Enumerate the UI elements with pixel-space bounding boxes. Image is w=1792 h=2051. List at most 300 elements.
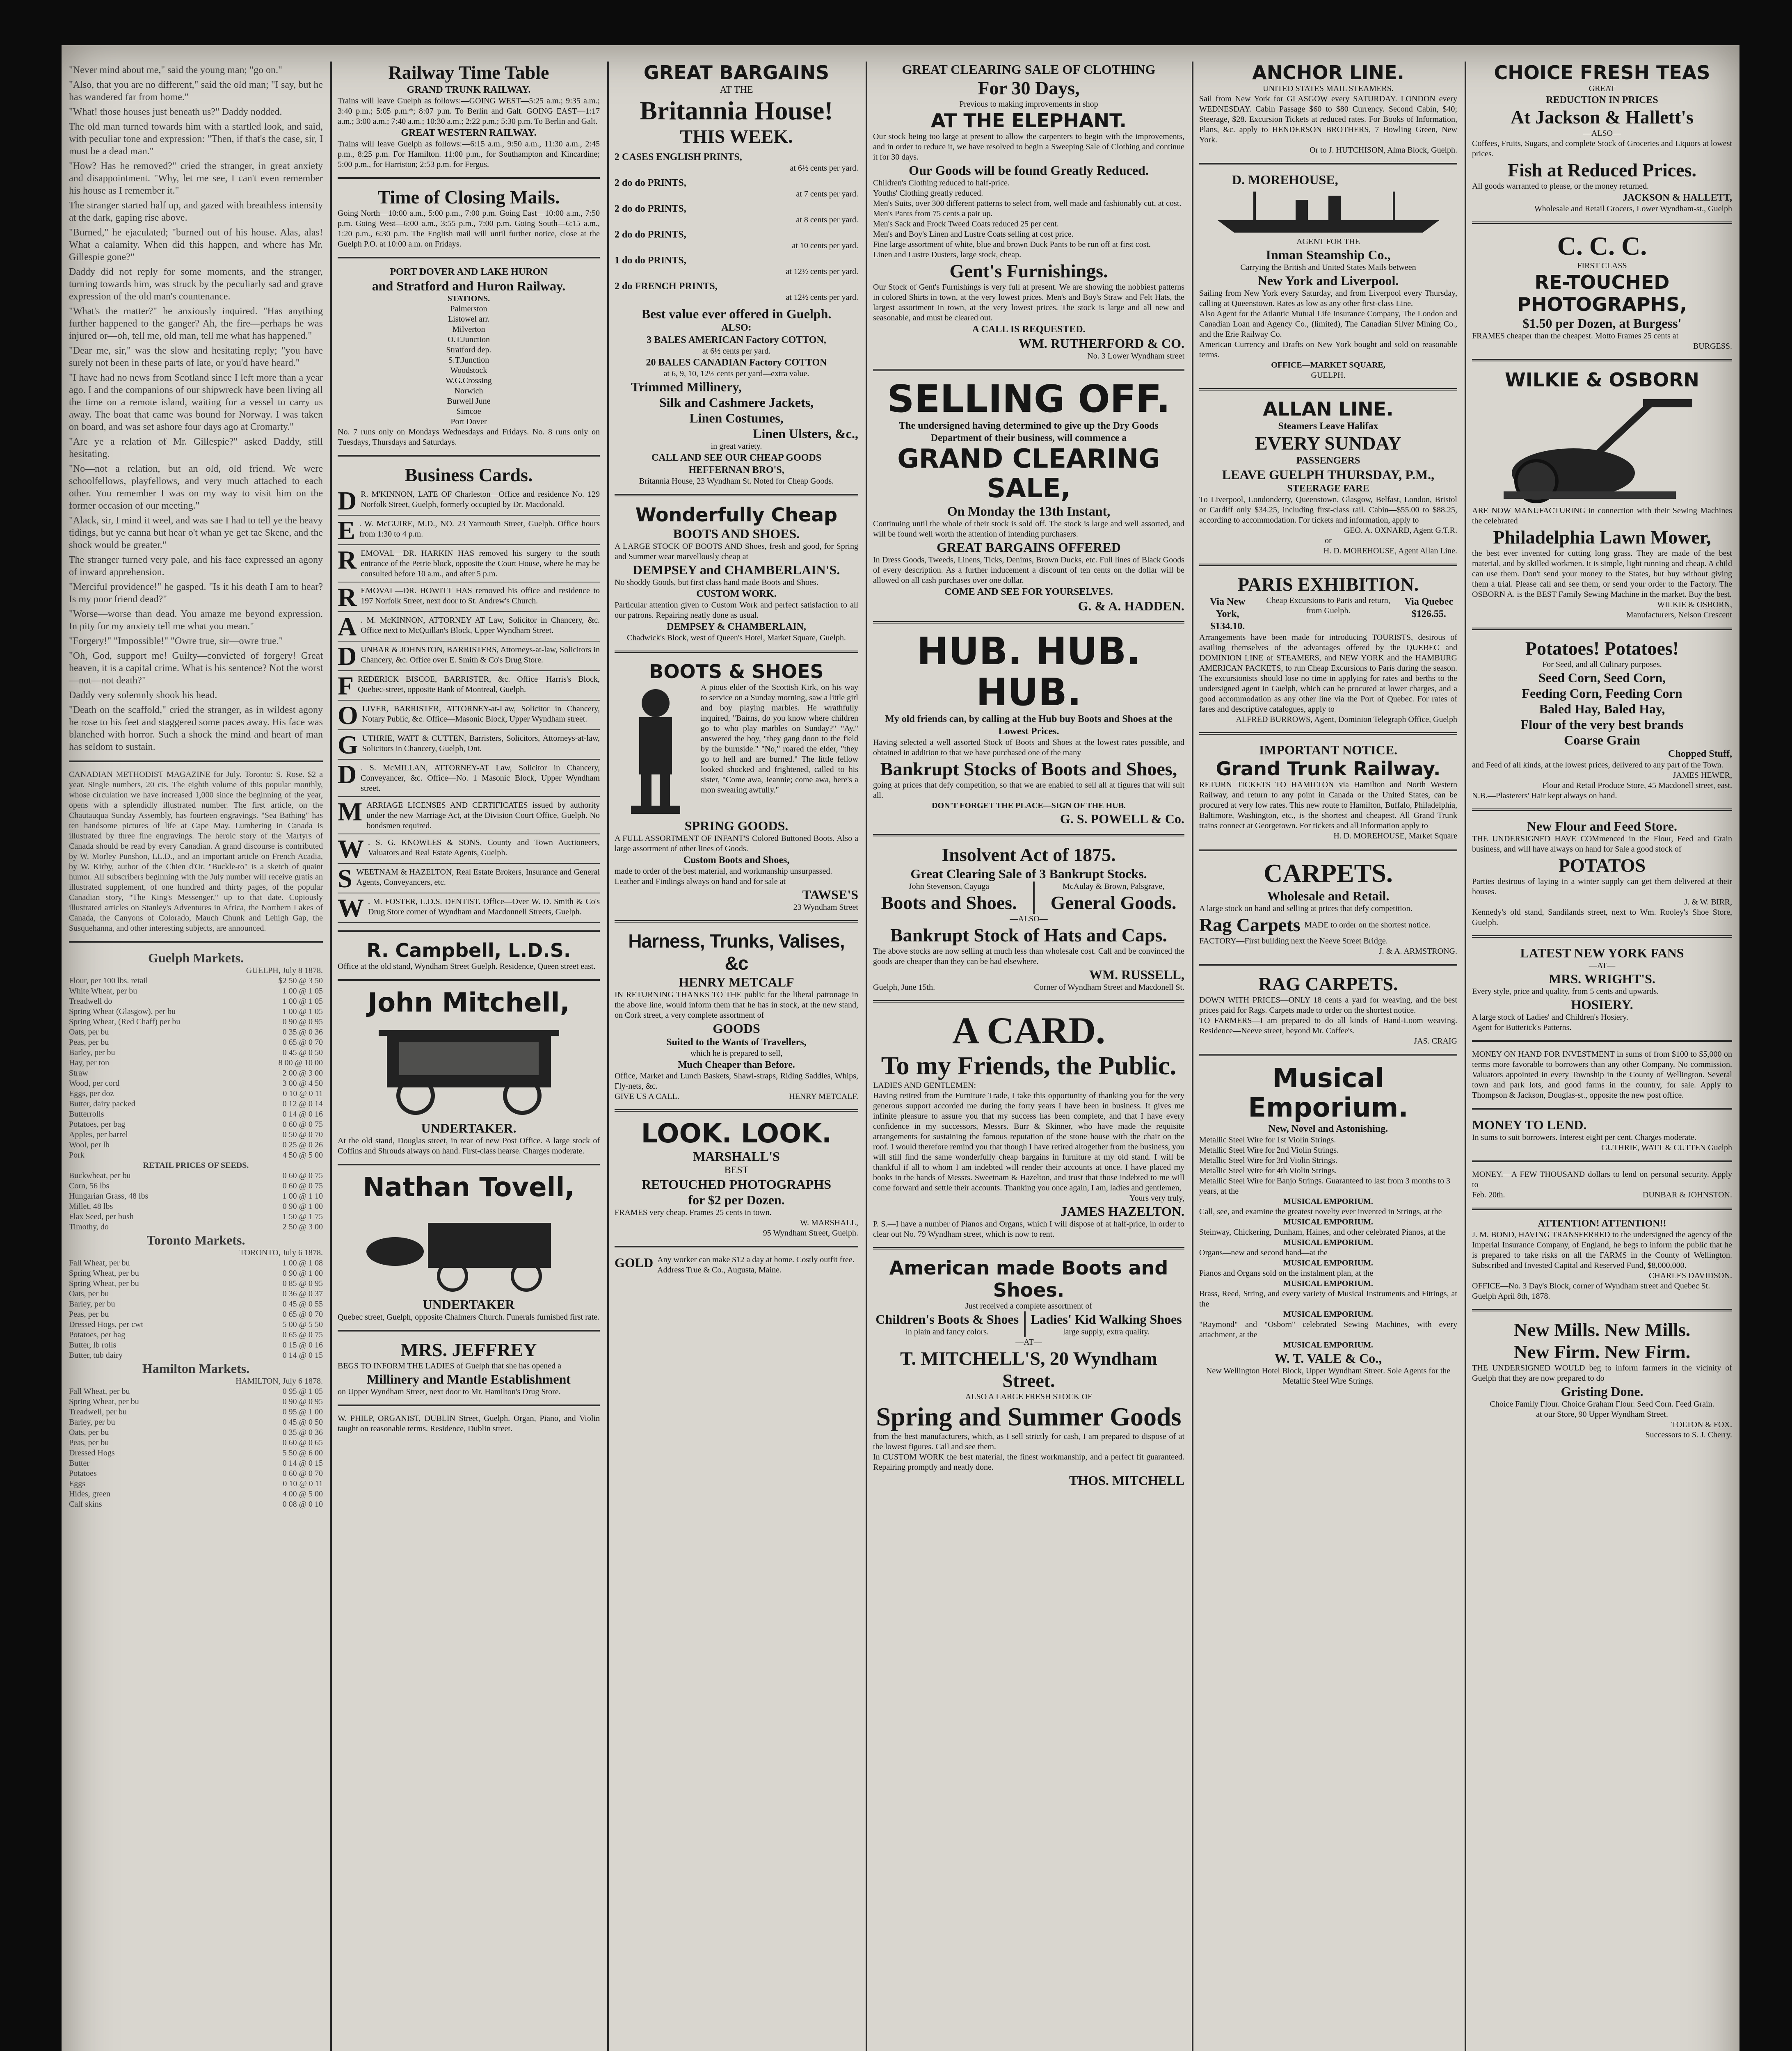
also-divider: —ALSO—	[1010, 914, 1048, 923]
hd2-sig: H. D. MOREHOUSE, Market Square	[1333, 831, 1457, 840]
new-flour-store: New Flour and Feed Store.	[1527, 819, 1677, 834]
custom-work-head: CUSTOM WORK.	[696, 589, 777, 599]
market-item: Hungarian Grass, 48 lbs	[69, 1192, 149, 1201]
market-row	[69, 1068, 323, 1078]
hosiery-text: A large stock of Ladies' and Children's Hosiery.	[1472, 1013, 1629, 1022]
business-card	[338, 519, 600, 545]
burrows-sig: ALFRED BURROWS, Agent, Dominion Telegraph Office, Guelph	[1236, 715, 1457, 724]
at-label-6: —AT—	[1589, 961, 1616, 970]
retouched-photos: RETOUCHED PHOTOGRAPHS	[642, 1177, 831, 1192]
market-row	[69, 1397, 323, 1407]
prints-name: 2 do do PRINTS,	[615, 229, 686, 240]
britannia-house-title: Britannia House!	[640, 96, 833, 125]
great-label: GREAT	[1589, 84, 1616, 93]
steinway-text: Steinway, Chickering, Dunham, Haines, and other celebrated Pianos, at the	[1199, 1228, 1446, 1237]
market-row	[69, 1171, 323, 1181]
steerage-fare: STEERAGE FARE	[1287, 483, 1369, 494]
great-bargains-offered: GREAT BARGAINS OFFERED	[937, 540, 1121, 555]
station-name: Simcoe	[456, 407, 481, 416]
mills-list: Choice Family Flour. Choice Graham Flour. Seed Corn. Feed Grain.	[1490, 1400, 1714, 1409]
boot-figure-illustration	[615, 683, 697, 818]
drop-cap: W	[338, 897, 364, 923]
musical-item: Metallic Steel Wire for 4th Violin Strings.	[1199, 1166, 1337, 1175]
jackson-addr: Wholesale and Retail Grocers, Lower Wyndham-st., Guelph	[1534, 204, 1732, 213]
prints-row	[615, 280, 858, 303]
ladies-kid-shoes: Ladies' Kid Walking Shoes	[1031, 1312, 1182, 1327]
market-price: 0 36 @ 0 37	[282, 1289, 323, 1298]
prints-row	[615, 151, 858, 174]
american-boots-title: American made Boots and Shoes.	[889, 1257, 1168, 1301]
story-paragraph: "Merciful providence!" he gasped. "Is it his death I am to hear? Is my poor friend dead?"	[69, 582, 323, 605]
market-row	[69, 1212, 323, 1222]
market-price: 8 00 @ 10 00	[278, 1058, 323, 1067]
market-row	[69, 1119, 323, 1130]
station-name: Woodstock	[450, 366, 487, 375]
goods-label: GOODS	[713, 1021, 760, 1036]
oxnard-sig: GEO. A. OXNARD, Agent G.T.R.	[1344, 526, 1457, 535]
prints-row	[615, 203, 858, 225]
heffernan-sig: HEFFERNAN BRO'S,	[688, 465, 784, 475]
selling-off-title: SELLING OFF.	[887, 377, 1170, 421]
feb-date: Feb. 20th.	[1472, 1190, 1505, 1199]
musical-emp-7: MUSICAL EMPORIUM.	[1283, 1341, 1373, 1350]
bargains-text: In Dress Goods, Tweeds, Linens, Ticks, Denims, Brown Ducks, etc. Full lines of Black Goods of every description. As a further inducement a discount of ten cents on the dollar will be allowed on all cash purchases over one dollar.	[873, 555, 1184, 585]
custom-work-text: Particular attention given to Custom Work and perfect satisfaction to all our patrons. Repairing neatly done as usual.	[615, 601, 858, 620]
market-item: Barley, per bu	[69, 1418, 115, 1427]
market-row	[69, 996, 323, 1007]
card-ps: P. S.—I have a number of Pianos and Organs, which I will dispose of at half-price, in order to clear out No. 79 Wyndham street, which is now to rent.	[873, 1220, 1184, 1239]
anchor-agent: Or to J. HUTCHISON, Alma Block, Guelph.	[1310, 146, 1457, 155]
column-steamships	[1192, 62, 1465, 2051]
port-dover-note: No. 7 runs only on Mondays Wednesdays and Fridays. No. 8 runs only on Tuesdays, Thursdays and Saturdays.	[338, 427, 600, 447]
reduced-item: Fine large assortment of white, blue and brown Duck Pants to be run off at first cost.	[873, 240, 1151, 249]
great-western-subtitle: GREAT WESTERN RAILWAY.	[401, 128, 537, 138]
market-item: Spring Wheat, per bu	[69, 1269, 139, 1278]
manufacturing-text: ARE NOW MANUFACTURING in connection with their Sewing Machines the celebrated	[1472, 506, 1732, 525]
market-row	[69, 1130, 323, 1140]
osborn-text: "Raymond" and "Osborn" celebrated Sewing Machines, with every attachment, at the	[1199, 1320, 1457, 1339]
prints-name: 2 do do PRINTS,	[615, 178, 686, 188]
armstrong-sig: J. & A. ARMSTRONG.	[1378, 947, 1457, 956]
guelph-markets-table	[69, 976, 323, 1160]
boots-shoes-anecdote: A pious elder of the Scottish Kirk, on his way to service on a Sunday morning, saw a little girl and boy playing marbles. He wrathfully inquired, "Bairns, do you know where children go to who play marbles on Sunday?" "Ay," answered the boy, "they gang doon to the field by the burnside." "No," roared the elder, "they go to hell and are burned." The little fellow looked shocked and frightened, called to his sister, "Come awa, Jeannie; come awa, here's a mon swearing awfully."	[701, 683, 858, 795]
gold-text: Any worker can make $12 a day at home. Costly outfit free. Address True & Co., Augusta, Maine.	[657, 1255, 855, 1274]
market-price: 1 00 @ 1 05	[282, 987, 323, 996]
brass-text: Brass, Reed, String, and every variety of Musical Instruments and Fittings, at the	[1199, 1289, 1457, 1309]
market-price: 1 00 @ 1 10	[282, 1192, 323, 1201]
tovell-title: Nathan Tovell,	[363, 1172, 575, 1203]
jackson-sig: JACKSON & HALLETT,	[1623, 192, 1732, 203]
paris-middle: Cheap Excursions to Paris and return, from Guelph.	[1266, 596, 1390, 615]
marshall-sig: W. MARSHALL,	[800, 1218, 858, 1227]
hamilton-markets-table	[69, 1386, 323, 1510]
gtr-title: Grand Trunk Railway.	[1216, 758, 1441, 780]
market-price: 0 14 @ 0 15	[282, 1459, 323, 1468]
seed-item: Feeding Corn, Feeding Corn	[1522, 686, 1682, 701]
market-item: Pork	[69, 1151, 85, 1160]
reduced-item: Men's and Boy's Linen and Lustre Coats selling at cost price.	[873, 230, 1074, 239]
story-paragraph: "Dear me, sir," was the slow and hesitating reply; "you have surely not been in these parts of late, or you'd have heard."	[69, 345, 323, 368]
musical-emp-1: MUSICAL EMPORIUM.	[1283, 1197, 1373, 1206]
spring-summer-goods: Spring and Summer Goods	[876, 1402, 1182, 1431]
market-row	[69, 1222, 323, 1232]
market-row	[69, 1078, 323, 1089]
attention-title: ATTENTION! ATTENTION!!	[1538, 1218, 1666, 1229]
farmers-text: TO FARMERS—I am prepared to do all kinds of Hand-Loom weaving. Residence—Neeve street, beyond Mr. Coffee's.	[1199, 1016, 1457, 1035]
musical-emp-5: MUSICAL EMPORIUM.	[1283, 1279, 1373, 1288]
per-dozen-label: for $2 per Dozen.	[688, 1192, 785, 1207]
russell-addr: Corner of Wyndham Street and Macdonell St.	[1034, 983, 1184, 992]
hats-caps: Bankrupt Stock of Hats and Caps.	[890, 925, 1167, 946]
prints-row	[615, 228, 858, 251]
seed-list	[1472, 670, 1732, 748]
great-western-times: Trains will leave Guelph as follows:—6:15 a.m., 9:50 a.m., 11:30 a.m., 2:45 p.m., 8:25 p.m. For Hamilton. 11:00 p.m., for Southampton and Kincardine; 5:00 p.m., for Harriston; 2:53 p.m. for Fergus.	[338, 139, 600, 169]
every-sunday: EVERY SUNDAY	[1255, 433, 1401, 454]
prints-price: at 12½ cents per yard.	[786, 293, 858, 302]
drop-cap: F	[338, 674, 354, 700]
anchor-subtitle: UNITED STATES MAIL STEAMERS.	[1263, 84, 1394, 93]
card-text: LIVER, BARRISTER, ATTORNEY-at-Law, Solicitor in Chancery, Notary Public, &c. Office—Masonic Block, Upper Wyndham street.	[362, 704, 600, 724]
market-price: 1 00 @ 1 05	[282, 1007, 323, 1016]
market-item: Flour, per 100 lbs. retail	[69, 976, 148, 985]
toronto-markets-date: TORONTO, July 6 1878.	[239, 1248, 323, 1257]
station-name: Milverton	[452, 325, 485, 334]
station-name: Palmerston	[450, 304, 487, 313]
toronto-markets-title: Toronto Markets.	[146, 1233, 245, 1247]
undersigned-text: THE UNDERSIGNED HAVE COMmenced in the Flour, Feed and Grain business, and will have always on hand for Sale a good stock of	[1472, 834, 1732, 854]
reduced-item: Youths' Clothing greatly reduced.	[873, 189, 983, 198]
market-price: 0 90 @ 1 00	[282, 1269, 323, 1278]
ladies-kid-sub: large supply, extra quality.	[1063, 1327, 1150, 1336]
dempsey-sig: DEMPSEY & CHAMBERLAIN,	[667, 621, 806, 632]
money-to-lend: MONEY TO LEND.	[1472, 1117, 1587, 1132]
prints-list	[615, 151, 858, 303]
market-item: Buckwheat, per bu	[69, 1171, 131, 1180]
best-value-line: Best value ever offered in Guelph.	[641, 306, 832, 321]
market-row	[69, 1289, 323, 1299]
story-paragraph: The stranger turned very pale, and his face expressed an agony of inward apprehension.	[69, 555, 323, 578]
grand-clearing-sale: GRAND CLEARING SALE,	[897, 444, 1160, 504]
tolton-sig: TOLTON & FOX.	[1671, 1420, 1732, 1429]
market-price: 2 00 @ 3 00	[282, 1069, 323, 1078]
mitchell-text: At the old stand, Douglas street, in rear of new Post Office. A large stock of Coffins and Shrouds always on hand. First-class hearse. Charges moderate.	[338, 1136, 600, 1156]
hamilton-markets-title: Hamilton Markets.	[142, 1361, 250, 1376]
market-item: Eggs, per doz	[69, 1089, 114, 1098]
reduced-item: Children's Clothing reduced to half-price.	[873, 178, 1010, 187]
market-row	[69, 986, 323, 996]
card-text: UTHRIE, WATT & CUTTEN, Barristers, Solicitors, Attorneys-at-law, Solicitors in Chancery, Guelph, Ont.	[362, 734, 600, 753]
musical-emp-3: MUSICAL EMPORIUM.	[1283, 1238, 1373, 1247]
childrens-boots-sub: in plain and fancy colors.	[905, 1327, 989, 1336]
linen-ulsters: Linen Ulsters, &c.,	[753, 426, 858, 441]
prints-name: 2 do do PRINTS,	[615, 203, 686, 214]
large-fresh-stock: ALSO A LARGE FRESH STOCK OF	[965, 1392, 1093, 1401]
just-received: Just received a complete assortment of	[965, 1302, 1093, 1311]
musical-item: Metallic Steel Wire for 1st Violin Strings.	[1199, 1135, 1336, 1144]
market-price: 1 00 @ 1 05	[282, 997, 323, 1006]
market-item: Dressed Hogs	[69, 1448, 115, 1457]
hosiery-title: HOSIERY.	[1571, 997, 1633, 1012]
market-row	[69, 1268, 323, 1279]
at-the-label: AT THE	[720, 85, 753, 95]
vale-sig: W. T. VALE & Co.,	[1274, 1351, 1382, 1366]
market-row	[69, 1438, 323, 1448]
frames-text: FRAMES very cheap. Frames 25 cents in town.	[615, 1208, 772, 1217]
prints-name: 1 do do PRINTS,	[615, 255, 686, 266]
card-text: . S. McMILLAN, ATTORNEY-AT Law, Solicitor in Chancery, Conveyancer, &c. Office—No. 1 Masonic Block, Upper Wyndham street.	[361, 763, 600, 793]
port-dover-stations	[338, 304, 600, 427]
prints-price: at 7 cents per yard.	[796, 190, 858, 199]
market-price: 0 60 @ 0 70	[282, 1469, 323, 1478]
business-card	[338, 586, 600, 612]
newspaper-page	[62, 45, 1739, 2051]
story-paragraph: "No—not a relation, but an old, old friend. We were schoolfellows, playfellows, and very much attached to each other. You remember I was on my way to visit him on the former occasion of our meeting."	[69, 464, 323, 511]
drop-cap: D	[338, 763, 357, 789]
market-row	[69, 1407, 323, 1417]
guelph-markets-date: GUELPH, July 8 1878.	[246, 966, 323, 975]
seed-item: Coarse Grain	[1564, 733, 1640, 747]
market-price: 0 90 @ 0 95	[282, 1397, 323, 1406]
burgess-sig: BURGESS.	[1693, 342, 1732, 351]
market-row	[69, 1027, 323, 1037]
greatly-reduced: Our Goods will be found Greatly Reduced.	[909, 163, 1149, 178]
story-paragraph: "Also, that you are no different," said the old man; "I say, but he has wandered far from home."	[69, 80, 323, 103]
market-row	[69, 1150, 323, 1160]
prints-price: at 10 cents per yard.	[792, 241, 858, 250]
mills-addr: at our Store, 90 Upper Wyndham Street.	[1536, 1410, 1668, 1419]
bankrupt-stocks: Bankrupt Stocks of Boots and Shoes,	[880, 758, 1177, 779]
jackson-hallett: At Jackson & Hallett's	[1511, 107, 1694, 128]
market-item: Apples, per barrel	[69, 1130, 128, 1139]
story-paragraph: "Alack, sir, I mind it weel, and was sae I had to tell ye the heavy tidings, but ye canna but hear o't whan ye get tae Skene, and the shock would be greater."	[69, 515, 323, 550]
paris-title: PARIS EXHIBITION.	[1237, 574, 1419, 595]
musical-item: Metallic Steel Wire for 2nd Violin Strings.	[1199, 1146, 1339, 1155]
market-item: Spring Wheat, (Red Chaff) per bu	[69, 1017, 181, 1026]
butterick-text: Agent for Butterick's Patterns.	[1472, 1023, 1572, 1032]
mitchell-subtitle: UNDERTAKER.	[421, 1121, 517, 1135]
seed-text: For Seed, and all Culinary purposes.	[1542, 660, 1662, 669]
mills-text: THE UNDERSIGNED WOULD beg to inform farmers in the vicinity of Guelph that they are now prepared to do	[1472, 1364, 1732, 1383]
suited-label: Suited to the Wants of Travellers,	[666, 1037, 807, 1048]
market-price: 0 65 @ 0 70	[282, 1310, 323, 1319]
marshall-addr: 95 Wyndham Street, Guelph.	[763, 1229, 858, 1238]
wilkie-addr: Manufacturers, Nelson Crescent	[1626, 610, 1732, 619]
story-paragraph: "Worse—worse than dead. You amaze me beyond expression. In pity for my anxiety tell me what you mean."	[69, 609, 323, 632]
market-price: 0 60 @ 0 75	[282, 1181, 323, 1190]
allan-line-title: ALLAN LINE.	[1263, 398, 1394, 420]
closing-mails-title: Time of Closing Mails.	[377, 187, 560, 208]
philp-card: W. PHILP, ORGANIST, DUBLIN Street, Guelph. Organ, Piano, and Violin taught on reasonable terms. Residence, Dublin street.	[338, 1414, 600, 1433]
three-bankrupt-stocks: Great Clearing Sale of 3 Bankrupt Stocks.	[910, 866, 1147, 881]
new-firm: New Firm. New Firm.	[1513, 1341, 1691, 1362]
ccc-title: C. C. C.	[1557, 231, 1647, 260]
market-item: Fall Wheat, per bu	[69, 1387, 130, 1396]
retail-seeds-table	[69, 1171, 323, 1232]
seed-item: Flour of the very best brands	[1520, 717, 1684, 732]
market-item: Millet, 48 lbs	[69, 1202, 113, 1211]
business-card	[338, 867, 600, 893]
harness-title: Harness, Trunks, Valises, &c	[628, 930, 845, 974]
cheaper-label: Much Cheaper than Before.	[678, 1060, 795, 1070]
market-item: Peas, per bu	[69, 1038, 109, 1047]
grand-trunk-times: Trains will leave Guelph as follows:—GOING WEST—5:25 a.m.; 9:35 a.m.; 3:40 p.m.; 5:05 p.m.*; 8:07 p.m. To Berlin and Galt. GOING EAST—1:17 a.m.; 3:00 a.m.; 7:40 a.m.; 10:30 a.m.; 2:22 p.m.; 5:30 p.m. To Berlin and Galt.	[338, 96, 600, 126]
coffees-text: Coffees, Fruits, Sugars, and complete Stock of Groceries and Liquors at lowest prices.	[1472, 139, 1732, 158]
inman-text: Carrying the British and United States Mails between	[1240, 263, 1416, 272]
business-card	[338, 733, 600, 760]
wholesale-retail: Wholesale and Retail.	[1267, 888, 1390, 903]
tmitchell-store: T. MITCHELL'S, 20 Wyndham Street.	[900, 1348, 1157, 1391]
friends-public: To my Friends, the Public.	[881, 1051, 1177, 1080]
leave-thursday: LEAVE GUELPH THURSDAY, P.M.,	[1222, 467, 1435, 482]
business-card	[338, 897, 600, 923]
card-text: EMOVAL—DR. HOWITT HAS removed his office and residence to 197 Norfolk Street, next door to St. Andrew's Church.	[361, 586, 600, 605]
market-item: Potatoes, per bag	[69, 1330, 126, 1339]
port-dover-title-2: and Stratford and Huron Railway.	[372, 279, 566, 293]
market-row	[69, 1007, 323, 1017]
station-name: Port Dover	[450, 417, 487, 426]
prints-row	[615, 177, 858, 199]
seed-item: Seed Corn, Seed Corn,	[1538, 670, 1666, 685]
spring-summer-text: from the best manufacturers, which, as I sell strictly for cash, I am prepared to dispose of at the lowest figures. Call and see them.	[873, 1432, 1184, 1451]
great-bargains-head: GREAT BARGAINS	[643, 62, 830, 84]
agent-for-label: AGENT FOR THE	[1296, 237, 1360, 246]
prints-price: at 6½ cents per yard.	[790, 164, 858, 173]
musical-emp-6: MUSICAL EMPORIUM.	[1283, 1310, 1373, 1319]
market-item: Straw	[69, 1069, 88, 1078]
market-item: Butter, lb rolls	[69, 1341, 117, 1350]
powell-sig: G. S. POWELL & Co.	[1060, 811, 1184, 826]
drop-cap: O	[338, 704, 358, 730]
birr-addr: Kennedy's old stand, Sandilands street, next to Wm. Rooley's Shoe Store, Guelph.	[1472, 908, 1732, 927]
toronto-markets-table	[69, 1258, 323, 1361]
dont-forget: DON'T FORGET THE PLACE—SIGN OF THE HUB.	[932, 801, 1126, 810]
card-text: . M. McKINNON, ATTORNEY AT Law, Solicitor in Chancery, &c. Office next to McQuillan's Block, Upper Wyndham Street.	[361, 616, 600, 635]
market-item: Oats, per bu	[69, 1028, 109, 1037]
guelph-markets-title: Guelph Markets.	[148, 950, 244, 965]
feed-text: and Feed of all kinds, at the lowest prices, delivered to any part of the Town.	[1472, 761, 1723, 770]
wrights-text: Every style, price and quality, from 5 cents and upwards.	[1472, 987, 1659, 996]
story-paragraph: "Never mind about me," said the young man; "go on."	[69, 65, 282, 75]
prints-row	[615, 254, 858, 277]
dempsey-title: DEMPSEY and CHAMBERLAIN'S.	[633, 562, 840, 577]
gold-label: GOLD	[615, 1255, 654, 1270]
market-item: Timothy, do	[69, 1222, 109, 1231]
business-card	[338, 548, 600, 582]
card-text: UNBAR & JOHNSTON, BARRISTERS, Attorneys-at-law, Solicitors in Chancery, &c. Office over E. Smith & Co's Drug Store.	[361, 645, 600, 665]
market-price: 0 35 @ 0 36	[282, 1428, 323, 1437]
organs-text: Organs—new and second hand—at the	[1199, 1248, 1328, 1257]
market-row	[69, 1320, 323, 1330]
market-row	[69, 1058, 323, 1068]
reduction-prices: REDUCTION IN PRICES	[1546, 95, 1658, 105]
reduced-list	[873, 178, 1184, 260]
money-to-lend-text: In sums to suit borrowers. Interest eight per cent. Charges moderate.	[1472, 1133, 1696, 1142]
hewer-sig: JAMES HEWER,	[1673, 771, 1732, 780]
carpets-text: A large stock on hand and selling at prices that defy competition.	[1199, 904, 1413, 913]
campbell-title: R. Campbell, L.D.S.	[366, 939, 571, 962]
market-price: 0 45 @ 0 50	[282, 1048, 323, 1057]
business-card	[338, 704, 600, 730]
pianos-text: Pianos and Organs sold on the instalment plan, at the	[1199, 1269, 1374, 1278]
bankrupt-text: going at prices that defy competition, so that we are enabled to sell all at figures that will suit all.	[873, 781, 1184, 800]
station-name: Burwell June	[447, 397, 491, 406]
chopped-stuff: Chopped Stuff,	[1668, 749, 1732, 759]
musical-emp-4: MUSICAL EMPORIUM.	[1283, 1258, 1373, 1268]
market-item: Potatoes, per bag	[69, 1120, 126, 1129]
market-row	[69, 976, 323, 986]
also-agent: Also Agent for the Atlantic Mutual Life Insurance Company, The London and Canadian Loan and Agency Co., (limited), The Canadian Silver Mining Co., and the Erie Railway Co.	[1199, 309, 1457, 339]
hd-sig: H. D. MOREHOUSE, Agent Allan Line.	[1323, 546, 1457, 555]
market-row	[69, 1489, 323, 1499]
tovell-text: Quebec street, Guelph, opposite Chalmers Church. Funerals furnished first rate.	[338, 1313, 600, 1322]
gtr-text: RETURN TICKETS TO HAMILTON via Hamilton and North Western Railway, and return to any point in Canada or the United States, can be procured at very low rates. This new route to Hamilton, Buffalo, Philadelphia, Baltimore, Washington, etc., is the shortest and cheapest. All Grand Trunk trains connect at Georgetown. For tickets and all information apply to	[1199, 780, 1457, 830]
market-price: 5 00 @ 5 50	[282, 1320, 323, 1329]
grand-trunk-subtitle: GRAND TRUNK RAILWAY.	[407, 85, 531, 95]
hearse-illustration	[354, 1022, 584, 1116]
market-row	[69, 1340, 323, 1350]
retouched-photos-6: RE-TOUCHED PHOTOGRAPHS,	[1517, 271, 1687, 315]
prepared-label: which he is prepared to sell,	[690, 1049, 783, 1058]
steamship-illustration	[1205, 187, 1451, 237]
market-item: Fall Wheat, per bu	[69, 1258, 130, 1268]
passengers-label: PASSENGERS	[1296, 455, 1360, 466]
give-call: GIVE US A CALL.	[615, 1092, 679, 1101]
market-item: Spring Wheat, per bu	[69, 1397, 139, 1406]
prints-price: at 12½ cents per yard.	[786, 267, 858, 276]
market-row	[69, 1258, 323, 1268]
story-text	[69, 64, 323, 753]
dunbar-sig: DUNBAR & JOHNSTON.	[1643, 1190, 1732, 1199]
tolton-sub: Successors to S. J. Cherry.	[1645, 1430, 1732, 1439]
market-row	[69, 1458, 323, 1469]
best-label: BEST	[724, 1165, 749, 1176]
prints-name: 2 CASES ENGLISH PRINTS,	[615, 152, 742, 162]
business-card	[338, 800, 600, 834]
market-row	[69, 1201, 323, 1212]
card-text: Having retired from the Furniture Trade, I take this opportunity of thanking you for the very generous support accorded me during the forty years I have been in business. It gives me infinite pleasure to assure you that my success has been complete, and that I have every confidence in my successors, Messrs. Burr & Skinner, who have made the requisite arrangements for sustaining the famous reputation of the stone house with the chair on the roof. I would therefore remind you that though I have retired altogether from the business, you will still find the same wonderfully cheap bargains in furniture at my old stand. I will be thankful if all to whom I am indebted will render their accounts at once. I have placed my books in the hands of Messrs. Sweetnam & Hazelton, and trust that those indebted to me will come forward and settle their accounts. Thanking you once again, I am, ladies and gentlemen,	[873, 1091, 1184, 1192]
seed-item: Baled Hay, Baled Hay,	[1539, 701, 1665, 716]
fish-text: All goods warranted to please, or the money returned.	[1472, 182, 1649, 191]
drop-cap: R	[338, 548, 357, 574]
market-row	[69, 1109, 323, 1119]
market-item: Wood, per cord	[69, 1079, 120, 1088]
down-prices: DOWN WITH PRICES—ONLY 18 cents a yard for weaving, and the best prices paid for Rags. Carpets made to order on the shortest notice.	[1199, 996, 1457, 1015]
market-price: 0 14 @ 0 16	[282, 1110, 323, 1119]
clearing-sale-title: GREAT CLEARING SALE OF CLOTHING	[902, 62, 1156, 77]
call-and-see: CALL AND SEE OUR CHEAP GOODS	[651, 452, 822, 463]
rag-carpets-label: Rag Carpets	[1199, 914, 1301, 935]
column-clearing-sales	[866, 62, 1192, 2051]
grand-text: Continuing until the whole of their stock is sold off. The stock is large and well assorted, and will be found well worth the attention of intending purchasers.	[873, 519, 1184, 539]
market-row	[69, 1499, 323, 1510]
business-card	[338, 645, 600, 671]
market-row	[69, 1099, 323, 1109]
metcalf-sig: HENRY METCALF.	[789, 1092, 858, 1101]
jeffrey-text: BEGS TO INFORM THE LADIES of Guelph that she has opened a	[338, 1361, 561, 1370]
drop-cap: D	[338, 645, 357, 671]
market-item: Potatoes	[69, 1469, 97, 1478]
steamers-leave: Steamers Leave Halifax	[1278, 421, 1378, 432]
market-price: 5 50 @ 6 00	[282, 1448, 323, 1457]
teas-title: CHOICE FRESH TEAS	[1494, 62, 1710, 84]
potatos-text: Parties desirous of laying in a winter supply can get them delivered at their houses.	[1472, 877, 1732, 896]
mowing-machine-illustration	[1479, 391, 1725, 506]
hazelton-sig: JAMES HAZELTON.	[1060, 1204, 1184, 1219]
musical-emporium-title: Musical Emporium.	[1248, 1063, 1408, 1123]
campbell-text: Office at the old stand, Wyndham Street Guelph. Residence, Queen street east.	[338, 962, 596, 971]
market-price: 2 50 @ 3 00	[282, 1222, 323, 1231]
guthrie-sig: GUTHRIE, WATT & CUTTEN Guelph	[1601, 1143, 1732, 1152]
